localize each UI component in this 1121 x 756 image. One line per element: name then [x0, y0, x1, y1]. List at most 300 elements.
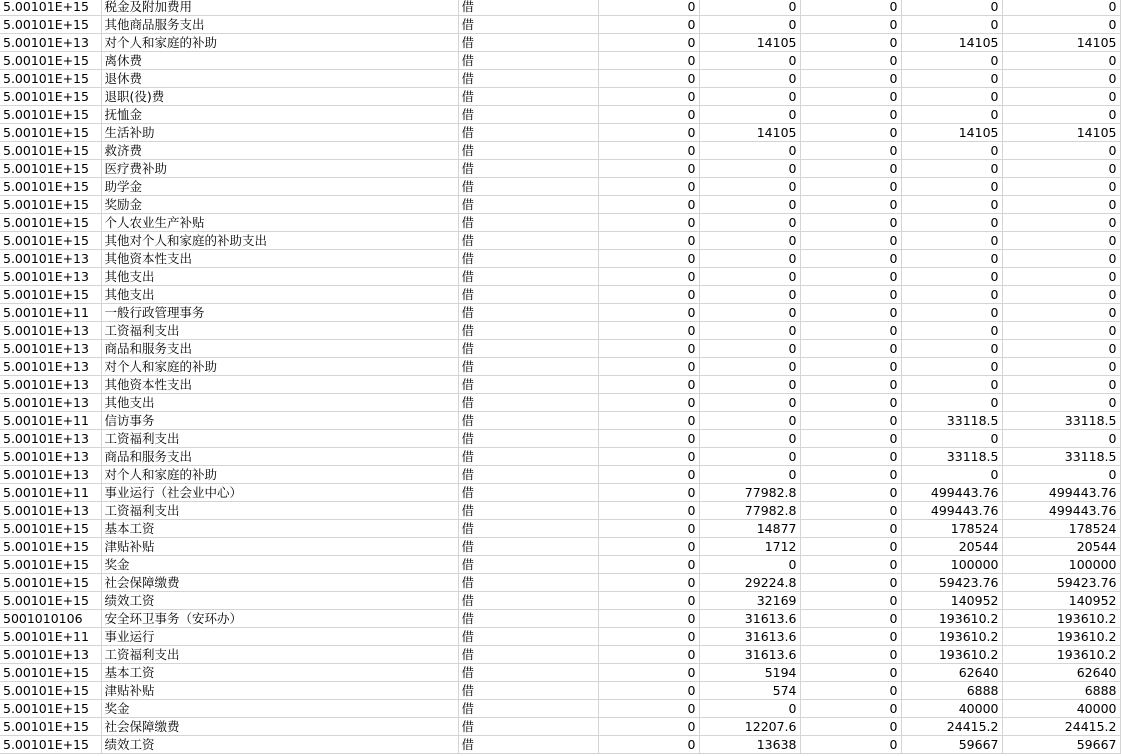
- amount-cell[interactable]: 0: [598, 592, 699, 610]
- account-name-cell[interactable]: 安全环卫事务（安环办）: [101, 610, 458, 628]
- amount-cell[interactable]: 59423.76: [1002, 574, 1120, 592]
- amount-cell[interactable]: 0: [1002, 16, 1120, 34]
- direction-cell[interactable]: 借: [458, 700, 598, 718]
- account-code-cell[interactable]: 5.00101E+15: [0, 574, 101, 592]
- account-name-cell[interactable]: 信访事务: [101, 412, 458, 430]
- direction-cell[interactable]: 借: [458, 646, 598, 664]
- account-name-cell[interactable]: 其他商品服务支出: [101, 16, 458, 34]
- direction-cell[interactable]: 借: [458, 592, 598, 610]
- direction-cell[interactable]: 借: [458, 160, 598, 178]
- account-name-cell[interactable]: 绩效工资: [101, 736, 458, 754]
- amount-cell[interactable]: 0: [598, 0, 699, 16]
- amount-cell[interactable]: 0: [901, 160, 1002, 178]
- account-name-cell[interactable]: 津贴补贴: [101, 682, 458, 700]
- amount-cell[interactable]: 0: [901, 430, 1002, 448]
- amount-cell[interactable]: 0: [598, 178, 699, 196]
- direction-cell[interactable]: 借: [458, 0, 598, 16]
- amount-cell[interactable]: 59423.76: [901, 574, 1002, 592]
- account-code-cell[interactable]: 5.00101E+15: [0, 0, 101, 16]
- amount-cell[interactable]: 0: [1002, 250, 1120, 268]
- account-name-cell[interactable]: 奖金: [101, 700, 458, 718]
- amount-cell[interactable]: 0: [800, 394, 901, 412]
- amount-cell[interactable]: 100000: [1002, 556, 1120, 574]
- amount-cell[interactable]: 0: [598, 142, 699, 160]
- direction-cell[interactable]: 借: [458, 322, 598, 340]
- amount-cell[interactable]: 0: [699, 412, 800, 430]
- amount-cell[interactable]: 499443.76: [1002, 502, 1120, 520]
- account-name-cell[interactable]: 事业运行: [101, 628, 458, 646]
- account-code-cell[interactable]: 5.00101E+15: [0, 106, 101, 124]
- amount-cell[interactable]: 0: [901, 52, 1002, 70]
- amount-cell[interactable]: 0: [800, 574, 901, 592]
- amount-cell[interactable]: 0: [699, 358, 800, 376]
- amount-cell[interactable]: 0: [800, 160, 901, 178]
- account-name-cell[interactable]: 救济费: [101, 142, 458, 160]
- amount-cell[interactable]: 14105: [901, 34, 1002, 52]
- amount-cell[interactable]: 0: [800, 502, 901, 520]
- amount-cell[interactable]: 0: [901, 250, 1002, 268]
- amount-cell[interactable]: 0: [800, 664, 901, 682]
- amount-cell[interactable]: 193610.2: [901, 646, 1002, 664]
- amount-cell[interactable]: 6888: [901, 682, 1002, 700]
- account-code-cell[interactable]: 5.00101E+11: [0, 628, 101, 646]
- account-code-cell[interactable]: 5.00101E+13: [0, 250, 101, 268]
- amount-cell[interactable]: 40000: [1002, 700, 1120, 718]
- amount-cell[interactable]: 33118.5: [1002, 412, 1120, 430]
- amount-cell[interactable]: 0: [598, 502, 699, 520]
- amount-cell[interactable]: 0: [901, 340, 1002, 358]
- amount-cell[interactable]: 0: [598, 322, 699, 340]
- amount-cell[interactable]: 0: [699, 394, 800, 412]
- direction-cell[interactable]: 借: [458, 196, 598, 214]
- amount-cell[interactable]: 0: [901, 178, 1002, 196]
- amount-cell[interactable]: 0: [598, 484, 699, 502]
- amount-cell[interactable]: 0: [800, 682, 901, 700]
- account-code-cell[interactable]: 5.00101E+13: [0, 376, 101, 394]
- account-code-cell[interactable]: 5.00101E+13: [0, 646, 101, 664]
- amount-cell[interactable]: 0: [598, 358, 699, 376]
- amount-cell[interactable]: 0: [699, 16, 800, 34]
- amount-cell[interactable]: 0: [800, 124, 901, 142]
- direction-cell[interactable]: 借: [458, 520, 598, 538]
- account-name-cell[interactable]: 退休费: [101, 70, 458, 88]
- amount-cell[interactable]: 0: [901, 322, 1002, 340]
- amount-cell[interactable]: 0: [1002, 322, 1120, 340]
- account-name-cell[interactable]: 对个人和家庭的补助: [101, 358, 458, 376]
- amount-cell[interactable]: 0: [699, 196, 800, 214]
- amount-cell[interactable]: 24415.2: [901, 718, 1002, 736]
- amount-cell[interactable]: 0: [901, 142, 1002, 160]
- amount-cell[interactable]: 0: [598, 448, 699, 466]
- amount-cell[interactable]: 40000: [901, 700, 1002, 718]
- account-code-cell[interactable]: 5.00101E+15: [0, 70, 101, 88]
- account-name-cell[interactable]: 税金及附加费用: [101, 0, 458, 16]
- direction-cell[interactable]: 借: [458, 736, 598, 754]
- amount-cell[interactable]: 0: [598, 250, 699, 268]
- account-name-cell[interactable]: 个人农业生产补贴: [101, 214, 458, 232]
- amount-cell[interactable]: 0: [1002, 394, 1120, 412]
- amount-cell[interactable]: 0: [699, 142, 800, 160]
- amount-cell[interactable]: 14105: [1002, 34, 1120, 52]
- account-code-cell[interactable]: 5.00101E+15: [0, 160, 101, 178]
- amount-cell[interactable]: 0: [699, 0, 800, 16]
- direction-cell[interactable]: 借: [458, 304, 598, 322]
- amount-cell[interactable]: 0: [699, 70, 800, 88]
- account-name-cell[interactable]: 对个人和家庭的补助: [101, 466, 458, 484]
- amount-cell[interactable]: 0: [699, 250, 800, 268]
- amount-cell[interactable]: 14105: [699, 124, 800, 142]
- amount-cell[interactable]: 0: [598, 538, 699, 556]
- direction-cell[interactable]: 借: [458, 52, 598, 70]
- amount-cell[interactable]: 0: [800, 232, 901, 250]
- amount-cell[interactable]: 0: [598, 70, 699, 88]
- amount-cell[interactable]: 0: [598, 268, 699, 286]
- amount-cell[interactable]: 0: [1002, 0, 1120, 16]
- amount-cell[interactable]: 5194: [699, 664, 800, 682]
- amount-cell[interactable]: 0: [800, 376, 901, 394]
- amount-cell[interactable]: 0: [901, 214, 1002, 232]
- amount-cell[interactable]: 0: [699, 88, 800, 106]
- direction-cell[interactable]: 借: [458, 394, 598, 412]
- account-name-cell[interactable]: 工资福利支出: [101, 322, 458, 340]
- amount-cell[interactable]: 0: [1002, 196, 1120, 214]
- account-name-cell[interactable]: 基本工资: [101, 520, 458, 538]
- amount-cell[interactable]: 193610.2: [1002, 646, 1120, 664]
- account-code-cell[interactable]: 5.00101E+15: [0, 142, 101, 160]
- amount-cell[interactable]: 0: [598, 736, 699, 754]
- direction-cell[interactable]: 借: [458, 628, 598, 646]
- account-code-cell[interactable]: 5.00101E+13: [0, 358, 101, 376]
- amount-cell[interactable]: 0: [598, 214, 699, 232]
- amount-cell[interactable]: 0: [598, 610, 699, 628]
- amount-cell[interactable]: 0: [800, 0, 901, 16]
- amount-cell[interactable]: 20544: [1002, 538, 1120, 556]
- amount-cell[interactable]: 77982.8: [699, 484, 800, 502]
- amount-cell[interactable]: 0: [901, 304, 1002, 322]
- account-code-cell[interactable]: 5.00101E+15: [0, 664, 101, 682]
- account-name-cell[interactable]: 离休费: [101, 52, 458, 70]
- direction-cell[interactable]: 借: [458, 268, 598, 286]
- account-code-cell[interactable]: 5.00101E+13: [0, 430, 101, 448]
- amount-cell[interactable]: 0: [800, 286, 901, 304]
- account-name-cell[interactable]: 奖金: [101, 556, 458, 574]
- account-code-cell[interactable]: 5.00101E+13: [0, 502, 101, 520]
- amount-cell[interactable]: 0: [699, 556, 800, 574]
- amount-cell[interactable]: 0: [598, 160, 699, 178]
- account-code-cell[interactable]: 5.00101E+15: [0, 520, 101, 538]
- amount-cell[interactable]: 0: [598, 718, 699, 736]
- account-code-cell[interactable]: 5.00101E+15: [0, 88, 101, 106]
- amount-cell[interactable]: 0: [800, 304, 901, 322]
- amount-cell[interactable]: 0: [699, 430, 800, 448]
- account-name-cell[interactable]: 对个人和家庭的补助: [101, 34, 458, 52]
- amount-cell[interactable]: 0: [1002, 70, 1120, 88]
- amount-cell[interactable]: 6888: [1002, 682, 1120, 700]
- amount-cell[interactable]: 0: [699, 448, 800, 466]
- amount-cell[interactable]: 0: [800, 214, 901, 232]
- account-name-cell[interactable]: 工资福利支出: [101, 646, 458, 664]
- account-code-cell[interactable]: 5.00101E+15: [0, 232, 101, 250]
- direction-cell[interactable]: 借: [458, 502, 598, 520]
- account-name-cell[interactable]: 其他支出: [101, 268, 458, 286]
- amount-cell[interactable]: 0: [699, 700, 800, 718]
- direction-cell[interactable]: 借: [458, 178, 598, 196]
- amount-cell[interactable]: 0: [901, 70, 1002, 88]
- direction-cell[interactable]: 借: [458, 286, 598, 304]
- amount-cell[interactable]: 77982.8: [699, 502, 800, 520]
- amount-cell[interactable]: 0: [800, 196, 901, 214]
- amount-cell[interactable]: 0: [800, 556, 901, 574]
- amount-cell[interactable]: 0: [901, 232, 1002, 250]
- amount-cell[interactable]: 0: [598, 466, 699, 484]
- amount-cell[interactable]: 0: [598, 682, 699, 700]
- amount-cell[interactable]: 0: [800, 16, 901, 34]
- direction-cell[interactable]: 借: [458, 106, 598, 124]
- account-code-cell[interactable]: 5001010106: [0, 610, 101, 628]
- account-code-cell[interactable]: 5.00101E+15: [0, 682, 101, 700]
- amount-cell[interactable]: 0: [598, 52, 699, 70]
- amount-cell[interactable]: 29224.8: [699, 574, 800, 592]
- amount-cell[interactable]: 59667: [901, 736, 1002, 754]
- amount-cell[interactable]: 0: [1002, 142, 1120, 160]
- amount-cell[interactable]: 0: [800, 358, 901, 376]
- amount-cell[interactable]: 574: [699, 682, 800, 700]
- amount-cell[interactable]: 0: [1002, 214, 1120, 232]
- direction-cell[interactable]: 借: [458, 610, 598, 628]
- amount-cell[interactable]: 0: [1002, 52, 1120, 70]
- account-code-cell[interactable]: 5.00101E+13: [0, 34, 101, 52]
- amount-cell[interactable]: 0: [598, 286, 699, 304]
- amount-cell[interactable]: 0: [800, 646, 901, 664]
- direction-cell[interactable]: 借: [458, 574, 598, 592]
- amount-cell[interactable]: 0: [901, 358, 1002, 376]
- direction-cell[interactable]: 借: [458, 664, 598, 682]
- account-code-cell[interactable]: 5.00101E+15: [0, 592, 101, 610]
- account-code-cell[interactable]: 5.00101E+15: [0, 286, 101, 304]
- amount-cell[interactable]: 0: [699, 160, 800, 178]
- amount-cell[interactable]: 14877: [699, 520, 800, 538]
- account-code-cell[interactable]: 5.00101E+15: [0, 196, 101, 214]
- account-name-cell[interactable]: 其他资本性支出: [101, 250, 458, 268]
- direction-cell[interactable]: 借: [458, 34, 598, 52]
- amount-cell[interactable]: 193610.2: [901, 610, 1002, 628]
- amount-cell[interactable]: 193610.2: [901, 628, 1002, 646]
- account-code-cell[interactable]: 5.00101E+15: [0, 52, 101, 70]
- amount-cell[interactable]: 33118.5: [901, 448, 1002, 466]
- amount-cell[interactable]: 0: [699, 286, 800, 304]
- account-code-cell[interactable]: 5.00101E+11: [0, 304, 101, 322]
- amount-cell[interactable]: 24415.2: [1002, 718, 1120, 736]
- amount-cell[interactable]: 0: [901, 16, 1002, 34]
- amount-cell[interactable]: 0: [901, 376, 1002, 394]
- amount-cell[interactable]: 499443.76: [901, 484, 1002, 502]
- amount-cell[interactable]: 0: [800, 268, 901, 286]
- amount-cell[interactable]: 0: [901, 196, 1002, 214]
- amount-cell[interactable]: 0: [699, 340, 800, 358]
- amount-cell[interactable]: 0: [699, 466, 800, 484]
- amount-cell[interactable]: 0: [598, 646, 699, 664]
- amount-cell[interactable]: 0: [598, 34, 699, 52]
- account-name-cell[interactable]: 助学金: [101, 178, 458, 196]
- amount-cell[interactable]: 0: [800, 322, 901, 340]
- amount-cell[interactable]: 0: [598, 430, 699, 448]
- direction-cell[interactable]: 借: [458, 358, 598, 376]
- direction-cell[interactable]: 借: [458, 718, 598, 736]
- amount-cell[interactable]: 0: [800, 88, 901, 106]
- amount-cell[interactable]: 0: [901, 394, 1002, 412]
- amount-cell[interactable]: 31613.6: [699, 646, 800, 664]
- account-code-cell[interactable]: 5.00101E+15: [0, 16, 101, 34]
- amount-cell[interactable]: 12207.6: [699, 718, 800, 736]
- direction-cell[interactable]: 借: [458, 250, 598, 268]
- amount-cell[interactable]: 499443.76: [1002, 484, 1120, 502]
- amount-cell[interactable]: 0: [800, 484, 901, 502]
- account-name-cell[interactable]: 抚恤金: [101, 106, 458, 124]
- account-name-cell[interactable]: 社会保障缴费: [101, 574, 458, 592]
- amount-cell[interactable]: 0: [598, 520, 699, 538]
- direction-cell[interactable]: 借: [458, 484, 598, 502]
- amount-cell[interactable]: 62640: [901, 664, 1002, 682]
- amount-cell[interactable]: 0: [1002, 430, 1120, 448]
- amount-cell[interactable]: 0: [800, 448, 901, 466]
- amount-cell[interactable]: 0: [598, 376, 699, 394]
- direction-cell[interactable]: 借: [458, 376, 598, 394]
- amount-cell[interactable]: 13638: [699, 736, 800, 754]
- amount-cell[interactable]: 0: [598, 340, 699, 358]
- amount-cell[interactable]: 0: [598, 106, 699, 124]
- account-name-cell[interactable]: 绩效工资: [101, 592, 458, 610]
- amount-cell[interactable]: 0: [901, 268, 1002, 286]
- amount-cell[interactable]: 14105: [901, 124, 1002, 142]
- account-code-cell[interactable]: 5.00101E+15: [0, 718, 101, 736]
- amount-cell[interactable]: 0: [1002, 286, 1120, 304]
- account-name-cell[interactable]: 其他资本性支出: [101, 376, 458, 394]
- direction-cell[interactable]: 借: [458, 232, 598, 250]
- direction-cell[interactable]: 借: [458, 142, 598, 160]
- amount-cell[interactable]: 0: [699, 304, 800, 322]
- amount-cell[interactable]: 0: [800, 340, 901, 358]
- account-name-cell[interactable]: 商品和服务支出: [101, 448, 458, 466]
- amount-cell[interactable]: 0: [598, 574, 699, 592]
- amount-cell[interactable]: 0: [800, 430, 901, 448]
- amount-cell[interactable]: 0: [800, 520, 901, 538]
- direction-cell[interactable]: 借: [458, 466, 598, 484]
- amount-cell[interactable]: 499443.76: [901, 502, 1002, 520]
- account-name-cell[interactable]: 基本工资: [101, 664, 458, 682]
- direction-cell[interactable]: 借: [458, 88, 598, 106]
- amount-cell[interactable]: 0: [699, 232, 800, 250]
- account-code-cell[interactable]: 5.00101E+13: [0, 268, 101, 286]
- amount-cell[interactable]: 0: [1002, 106, 1120, 124]
- amount-cell[interactable]: 0: [800, 52, 901, 70]
- account-name-cell[interactable]: 生活补助: [101, 124, 458, 142]
- account-name-cell[interactable]: 社会保障缴费: [101, 718, 458, 736]
- amount-cell[interactable]: 0: [598, 628, 699, 646]
- direction-cell[interactable]: 借: [458, 430, 598, 448]
- amount-cell[interactable]: 0: [1002, 178, 1120, 196]
- amount-cell[interactable]: 140952: [901, 592, 1002, 610]
- account-name-cell[interactable]: 其他支出: [101, 286, 458, 304]
- amount-cell[interactable]: 0: [800, 736, 901, 754]
- amount-cell[interactable]: 0: [598, 232, 699, 250]
- amount-cell[interactable]: 0: [1002, 160, 1120, 178]
- amount-cell[interactable]: 140952: [1002, 592, 1120, 610]
- account-code-cell[interactable]: 5.00101E+15: [0, 736, 101, 754]
- amount-cell[interactable]: 0: [1002, 304, 1120, 322]
- amount-cell[interactable]: 0: [800, 628, 901, 646]
- amount-cell[interactable]: 0: [1002, 358, 1120, 376]
- amount-cell[interactable]: 193610.2: [1002, 610, 1120, 628]
- direction-cell[interactable]: 借: [458, 538, 598, 556]
- amount-cell[interactable]: 0: [598, 88, 699, 106]
- amount-cell[interactable]: 14105: [1002, 124, 1120, 142]
- amount-cell[interactable]: 0: [901, 286, 1002, 304]
- account-code-cell[interactable]: 5.00101E+15: [0, 178, 101, 196]
- amount-cell[interactable]: 0: [598, 394, 699, 412]
- amount-cell[interactable]: 0: [800, 142, 901, 160]
- amount-cell[interactable]: 62640: [1002, 664, 1120, 682]
- direction-cell[interactable]: 借: [458, 682, 598, 700]
- amount-cell[interactable]: 0: [1002, 466, 1120, 484]
- account-name-cell[interactable]: 其他对个人和家庭的补助支出: [101, 232, 458, 250]
- amount-cell[interactable]: 0: [598, 412, 699, 430]
- account-code-cell[interactable]: 5.00101E+15: [0, 124, 101, 142]
- account-name-cell[interactable]: 津贴补贴: [101, 538, 458, 556]
- amount-cell[interactable]: 0: [699, 322, 800, 340]
- amount-cell[interactable]: 0: [800, 700, 901, 718]
- amount-cell[interactable]: 0: [699, 178, 800, 196]
- account-code-cell[interactable]: 5.00101E+11: [0, 412, 101, 430]
- amount-cell[interactable]: 0: [800, 592, 901, 610]
- amount-cell[interactable]: 0: [699, 214, 800, 232]
- account-name-cell[interactable]: 医疗费补助: [101, 160, 458, 178]
- amount-cell[interactable]: 100000: [901, 556, 1002, 574]
- account-code-cell[interactable]: 5.00101E+13: [0, 394, 101, 412]
- amount-cell[interactable]: 0: [699, 268, 800, 286]
- amount-cell[interactable]: 0: [800, 718, 901, 736]
- account-code-cell[interactable]: 5.00101E+15: [0, 556, 101, 574]
- account-name-cell[interactable]: 其他支出: [101, 394, 458, 412]
- amount-cell[interactable]: 0: [598, 196, 699, 214]
- amount-cell[interactable]: 0: [598, 664, 699, 682]
- direction-cell[interactable]: 借: [458, 214, 598, 232]
- amount-cell[interactable]: 1712: [699, 538, 800, 556]
- direction-cell[interactable]: 借: [458, 70, 598, 88]
- amount-cell[interactable]: 178524: [1002, 520, 1120, 538]
- amount-cell[interactable]: 0: [598, 124, 699, 142]
- amount-cell[interactable]: 0: [699, 106, 800, 124]
- amount-cell[interactable]: 33118.5: [901, 412, 1002, 430]
- direction-cell[interactable]: 借: [458, 16, 598, 34]
- direction-cell[interactable]: 借: [458, 340, 598, 358]
- amount-cell[interactable]: 0: [699, 52, 800, 70]
- amount-cell[interactable]: 0: [800, 610, 901, 628]
- amount-cell[interactable]: 20544: [901, 538, 1002, 556]
- direction-cell[interactable]: 借: [458, 124, 598, 142]
- amount-cell[interactable]: 59667: [1002, 736, 1120, 754]
- account-name-cell[interactable]: 一般行政管理事务: [101, 304, 458, 322]
- amount-cell[interactable]: 0: [800, 412, 901, 430]
- amount-cell[interactable]: 0: [1002, 232, 1120, 250]
- amount-cell[interactable]: 0: [901, 0, 1002, 16]
- account-code-cell[interactable]: 5.00101E+13: [0, 448, 101, 466]
- account-code-cell[interactable]: 5.00101E+13: [0, 322, 101, 340]
- amount-cell[interactable]: 0: [1002, 376, 1120, 394]
- account-code-cell[interactable]: 5.00101E+13: [0, 340, 101, 358]
- amount-cell[interactable]: 0: [800, 538, 901, 556]
- amount-cell[interactable]: 31613.6: [699, 628, 800, 646]
- account-code-cell[interactable]: 5.00101E+15: [0, 700, 101, 718]
